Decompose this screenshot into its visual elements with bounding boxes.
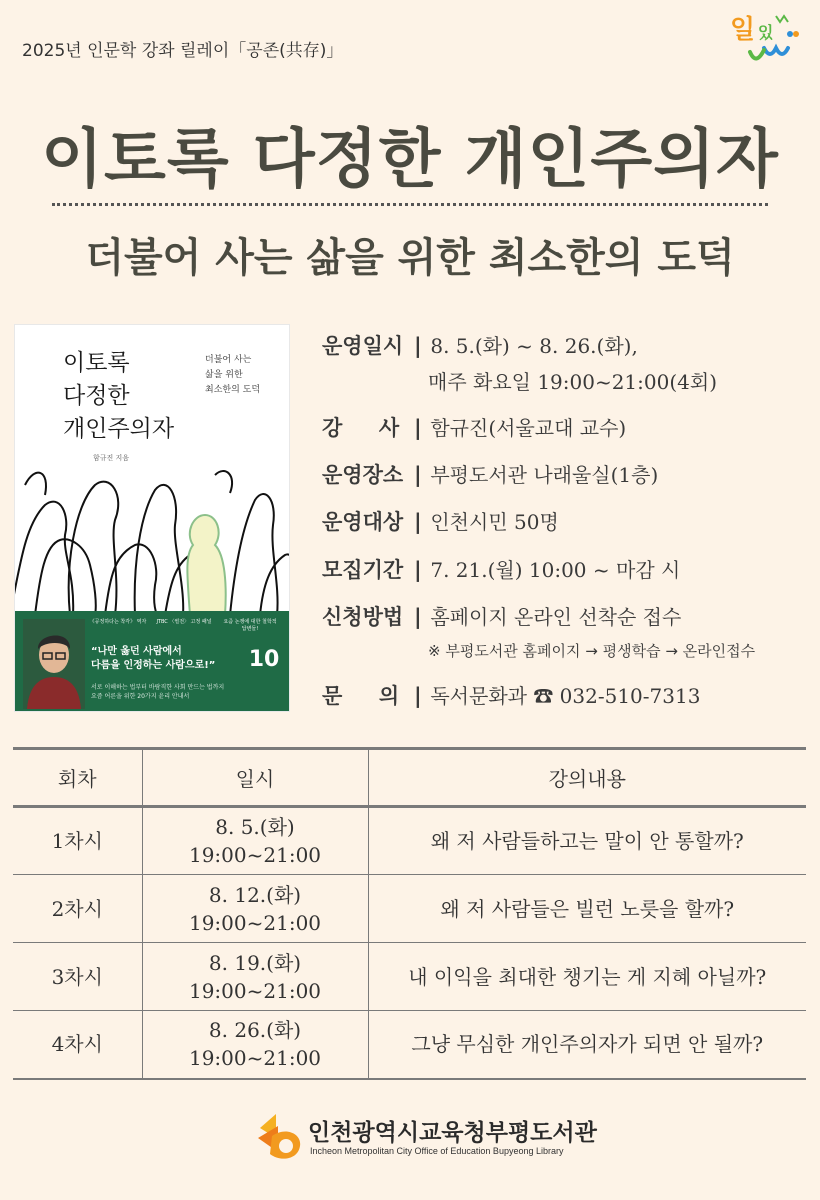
book-band (15, 611, 290, 712)
book-quote (91, 645, 241, 673)
campaign-logo-icon (720, 8, 800, 70)
info-separator: | (414, 510, 422, 534)
book-sub-line: 삶을 위한 (205, 370, 243, 380)
info-row-lecturer (322, 412, 626, 442)
book-title-line: 다정한 (63, 383, 130, 409)
quote-line: “나만 옳던 사람에서 (91, 646, 182, 657)
blurb-line: 서로 이해하는 법부터 바람직한 사회 만드는 법까지 (91, 684, 225, 691)
book-blurb (91, 683, 251, 701)
info-value-continued: 매주 화요일 19:00~21:00(4회) (428, 370, 717, 394)
info-row-apply (322, 601, 681, 631)
date-text: 8. 26.(화) (208, 1018, 302, 1043)
date-cell (142, 807, 368, 875)
column-header: 회차 (13, 749, 142, 807)
info-row-recruit (322, 554, 680, 584)
schedule-table (13, 747, 806, 1080)
quote-line: 다름을 인정하는 사람으로!” (91, 660, 216, 671)
book-author: 함규진 지음 (93, 454, 130, 462)
info-value: 부평도서관 나래울실(1층) (430, 463, 659, 487)
book-sub-line: 최소한의 도덕 (205, 385, 261, 395)
badge: 요즘 논쟁에 대한 철학적 답변들! (223, 619, 277, 632)
topic-cell: 내 이익을 최대한 챙기는 게 지혜 아닐까? (368, 943, 806, 1011)
date-text: 8. 5.(화) (215, 815, 295, 839)
author-photo (23, 619, 85, 709)
info-label: 문 의 (322, 684, 400, 708)
info-label: 운영대상 (322, 510, 404, 534)
award-badges (89, 619, 289, 647)
info-label: 운영장소 (322, 463, 404, 487)
info-label: 강 사 (322, 416, 400, 440)
date-text: 8. 12.(화) (208, 882, 302, 907)
book-title (63, 347, 213, 446)
date-cell (142, 943, 368, 1011)
info-separator: | (414, 605, 422, 629)
info-value: 독서문화과 ☎ 032-510-7313 (430, 684, 701, 708)
anniversary-badge: 10 (248, 647, 280, 672)
time-text: 19:00~21:00 (188, 978, 322, 1003)
badge: 《공정하다는 착각》 역자 (89, 619, 147, 625)
title-divider (52, 203, 768, 206)
session-cell: 3차시 (13, 943, 142, 1011)
info-row-target (322, 506, 559, 536)
badge: JTBC 〈썰전〉 고정 패널 (156, 619, 212, 625)
info-label: 모집기간 (322, 558, 404, 582)
date-text: 8. 19.(화) (208, 950, 302, 975)
session-cell: 1차시 (13, 807, 142, 875)
info-separator: | (414, 463, 422, 487)
page-title: 이토록 다정한 개인주의자 (41, 122, 779, 197)
info-value: 인천시민 50명 (430, 510, 559, 534)
series-title: 2025년 인문학 강좌 릴레이「공존(共存)」 (22, 41, 344, 61)
info-separator: | (414, 558, 422, 582)
info-separator: | (414, 334, 422, 358)
info-separator: | (414, 684, 422, 708)
book-sub-line: 더불어 사는 (205, 355, 252, 365)
svg-text:있: 있 (758, 23, 774, 42)
topic-cell: 왜 저 사람들은 빌런 노릇을 할까? (368, 875, 806, 943)
info-row-place (322, 459, 658, 489)
session-cell: 2차시 (13, 875, 142, 943)
column-header: 강의내용 (368, 749, 806, 807)
library-name: 인천광역시교육청부평도서관 (308, 1120, 597, 1146)
info-value: 함규진(서울교대 교수) (430, 416, 627, 440)
apply-note: ※ 부평도서관 홈페이지 → 평생학습 → 온라인접수 (428, 642, 756, 660)
info-row-schedule (322, 330, 638, 360)
topic-cell: 그냥 무심한 개인주의자가 되면 안 될까? (368, 1011, 806, 1079)
table-row (13, 943, 806, 1011)
info-label: 운영일시 (322, 334, 404, 358)
book-cover (14, 324, 290, 712)
time-text: 19:00~21:00 (188, 910, 322, 935)
book-title-line: 이토록 (63, 350, 130, 376)
book-subtitle (205, 353, 285, 398)
info-value: 8. 5.(화) ~ 8. 26.(화), (430, 334, 638, 358)
time-text: 19:00~21:00 (188, 1046, 322, 1071)
blurb-line: 요즘 어른을 위한 20가지 윤리 안내서 (91, 693, 190, 700)
table-header-row (13, 749, 806, 807)
column-header: 일시 (142, 749, 368, 807)
info-value: 홈페이지 온라인 선착순 접수 (430, 605, 682, 629)
session-cell: 4차시 (13, 1011, 142, 1079)
people-illustration-icon (15, 445, 290, 615)
topic-cell: 왜 저 사람들하고는 말이 안 통할까? (368, 807, 806, 875)
table-row (13, 1011, 806, 1079)
date-cell (142, 1011, 368, 1079)
info-row-contact (322, 680, 700, 710)
info-separator: | (414, 416, 422, 440)
info-value: 7. 21.(월) 10:00 ~ 마감 시 (430, 558, 681, 582)
page-subtitle: 더불어 사는 삶을 위한 최소한의 도덕 (85, 234, 735, 281)
date-cell (142, 875, 368, 943)
svg-text:일: 일 (730, 15, 756, 45)
book-title-line: 개인주의자 (63, 416, 175, 442)
time-text: 19:00~21:00 (188, 843, 322, 867)
table-row (13, 875, 806, 943)
info-label: 신청방법 (322, 605, 404, 629)
table-row (13, 807, 806, 875)
library-english-name: Incheon Metropolitan City Office of Education Bupyeong Library (310, 1146, 564, 1156)
library-logo-icon (254, 1108, 306, 1164)
